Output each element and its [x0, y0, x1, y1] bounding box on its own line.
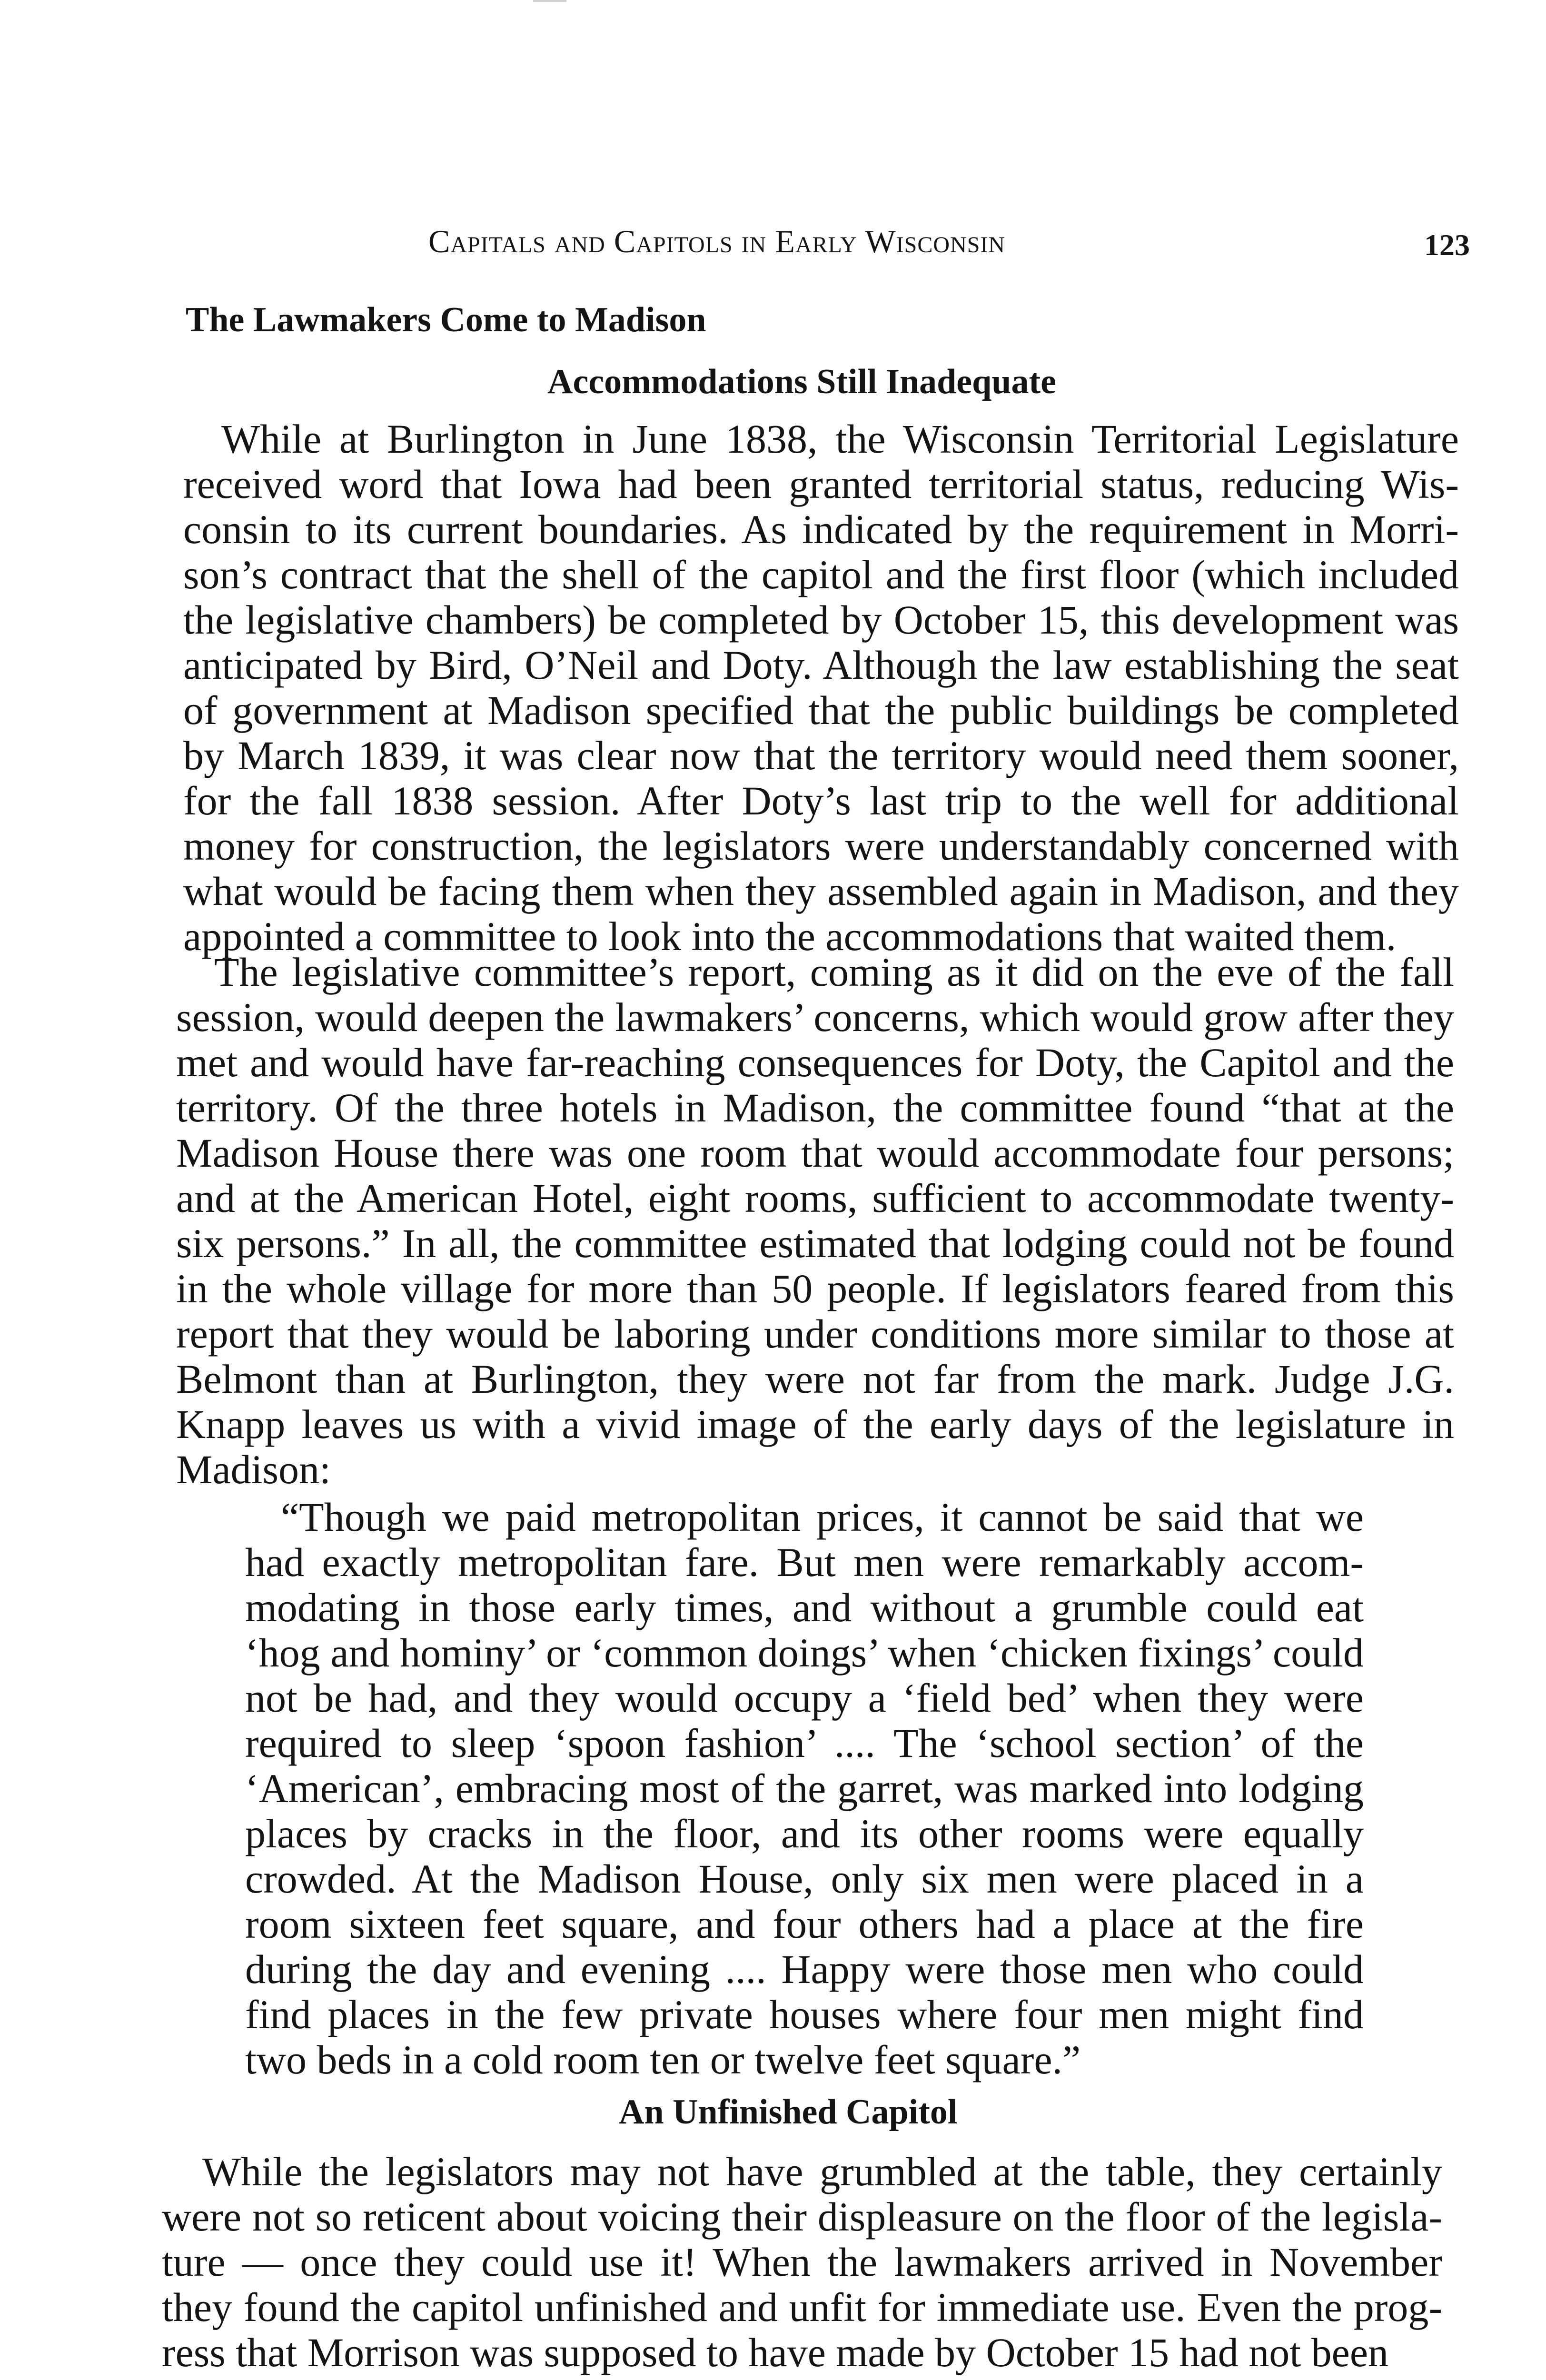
block-quote: “Though we paid metropolitan prices, it cannot be said that we had exactly metropolitan fare. But men were remarkably accommodating in those early times, and without a grumble could eat ‘hog and hominy’ or ‘common doings’ when ‘chicken fixings’ could not be had, and they would occupy a ‘field bed’ when they were required to sleep ‘spoon fashion’ .... The ‘school section’ of the ‘American’, embracing most of the garret, was marked into lodging places by cracks in the floor, and its other rooms were equally crowded. At the Madison House, only six men were placed in a room sixteen feet square, and four others had a place at the fire during the day and evening .... Happy were those men who could find places in the few private houses where four men might find two beds in a cold room ten or twelve feet square.” [245, 1494, 1364, 2082]
page-number: 123 [1424, 228, 1470, 262]
subheading-accommodations: Accommodations Still Inadequate [547, 362, 1056, 401]
body-paragraph-2: The legislative committee’s report, coming as it did on the eve of the fall session, would deepen the lawmakers’ concerns, which would grow after they met and would have far-reaching consequences for Doty, the Capitol and the territory. Of the three hotels in Madison, the committee found “that at the Madison House there was one room that would accommodate four persons; and at the American Hotel, eight rooms, sufficient to accommodate twenty-six persons.” In all, the committee estimated that lodging could not be found in the whole village for more than 50 people. If legislators feared from this report that they would be laboring under conditions more similar to those at Belmont than at Burlington, they were not far from the mark. Judge J.G. Knapp leaves us with a vivid image of the early days of the legislature in Madison: [176, 949, 1454, 1492]
body-paragraph-1: While at Burlington in June 1838, the Wisconsin Territorial Legislature received word that Iowa had been granted territorial status, reducing Wisconsin to its current boundaries. As indicated by the requirement in Morrison’s contract that the shell of the capitol and the first floor (which included the legislative chambers) be completed by October 15, this development was anticipated by Bird, O’Neil and Doty. Although the law establishing the seat of government at Madison specified that the public buildings be completed by March 1839, it was clear now that the territory would need them sooner, for the fall 1838 session. After Doty’s last trip to the well for additional money for construction, the legislators were understandably concerned with what would be facing them when they assembled again in Madison, and they appointed a committee to look into the accommodations that waited them. [183, 416, 1459, 959]
section-heading: The Lawmakers Come to Madison [186, 300, 706, 339]
running-head: Capitals and Capitols in Early Wisconsin [428, 223, 1006, 259]
scan-mark [533, 0, 566, 2]
body-paragraph-3: While the legislators may not have grumbled at the table, they certainly were not so reticent about voicing their displeasure on the floor of the legislature — once they could use it! When the lawmakers arrived in November they found the capitol unfinished and unfit for immediate use. Even the progress that Morrison was supposed to have made by October 15 had not been [162, 2149, 1442, 2375]
subheading-unfinished-capitol: An Unfinished Capitol [619, 2092, 958, 2132]
